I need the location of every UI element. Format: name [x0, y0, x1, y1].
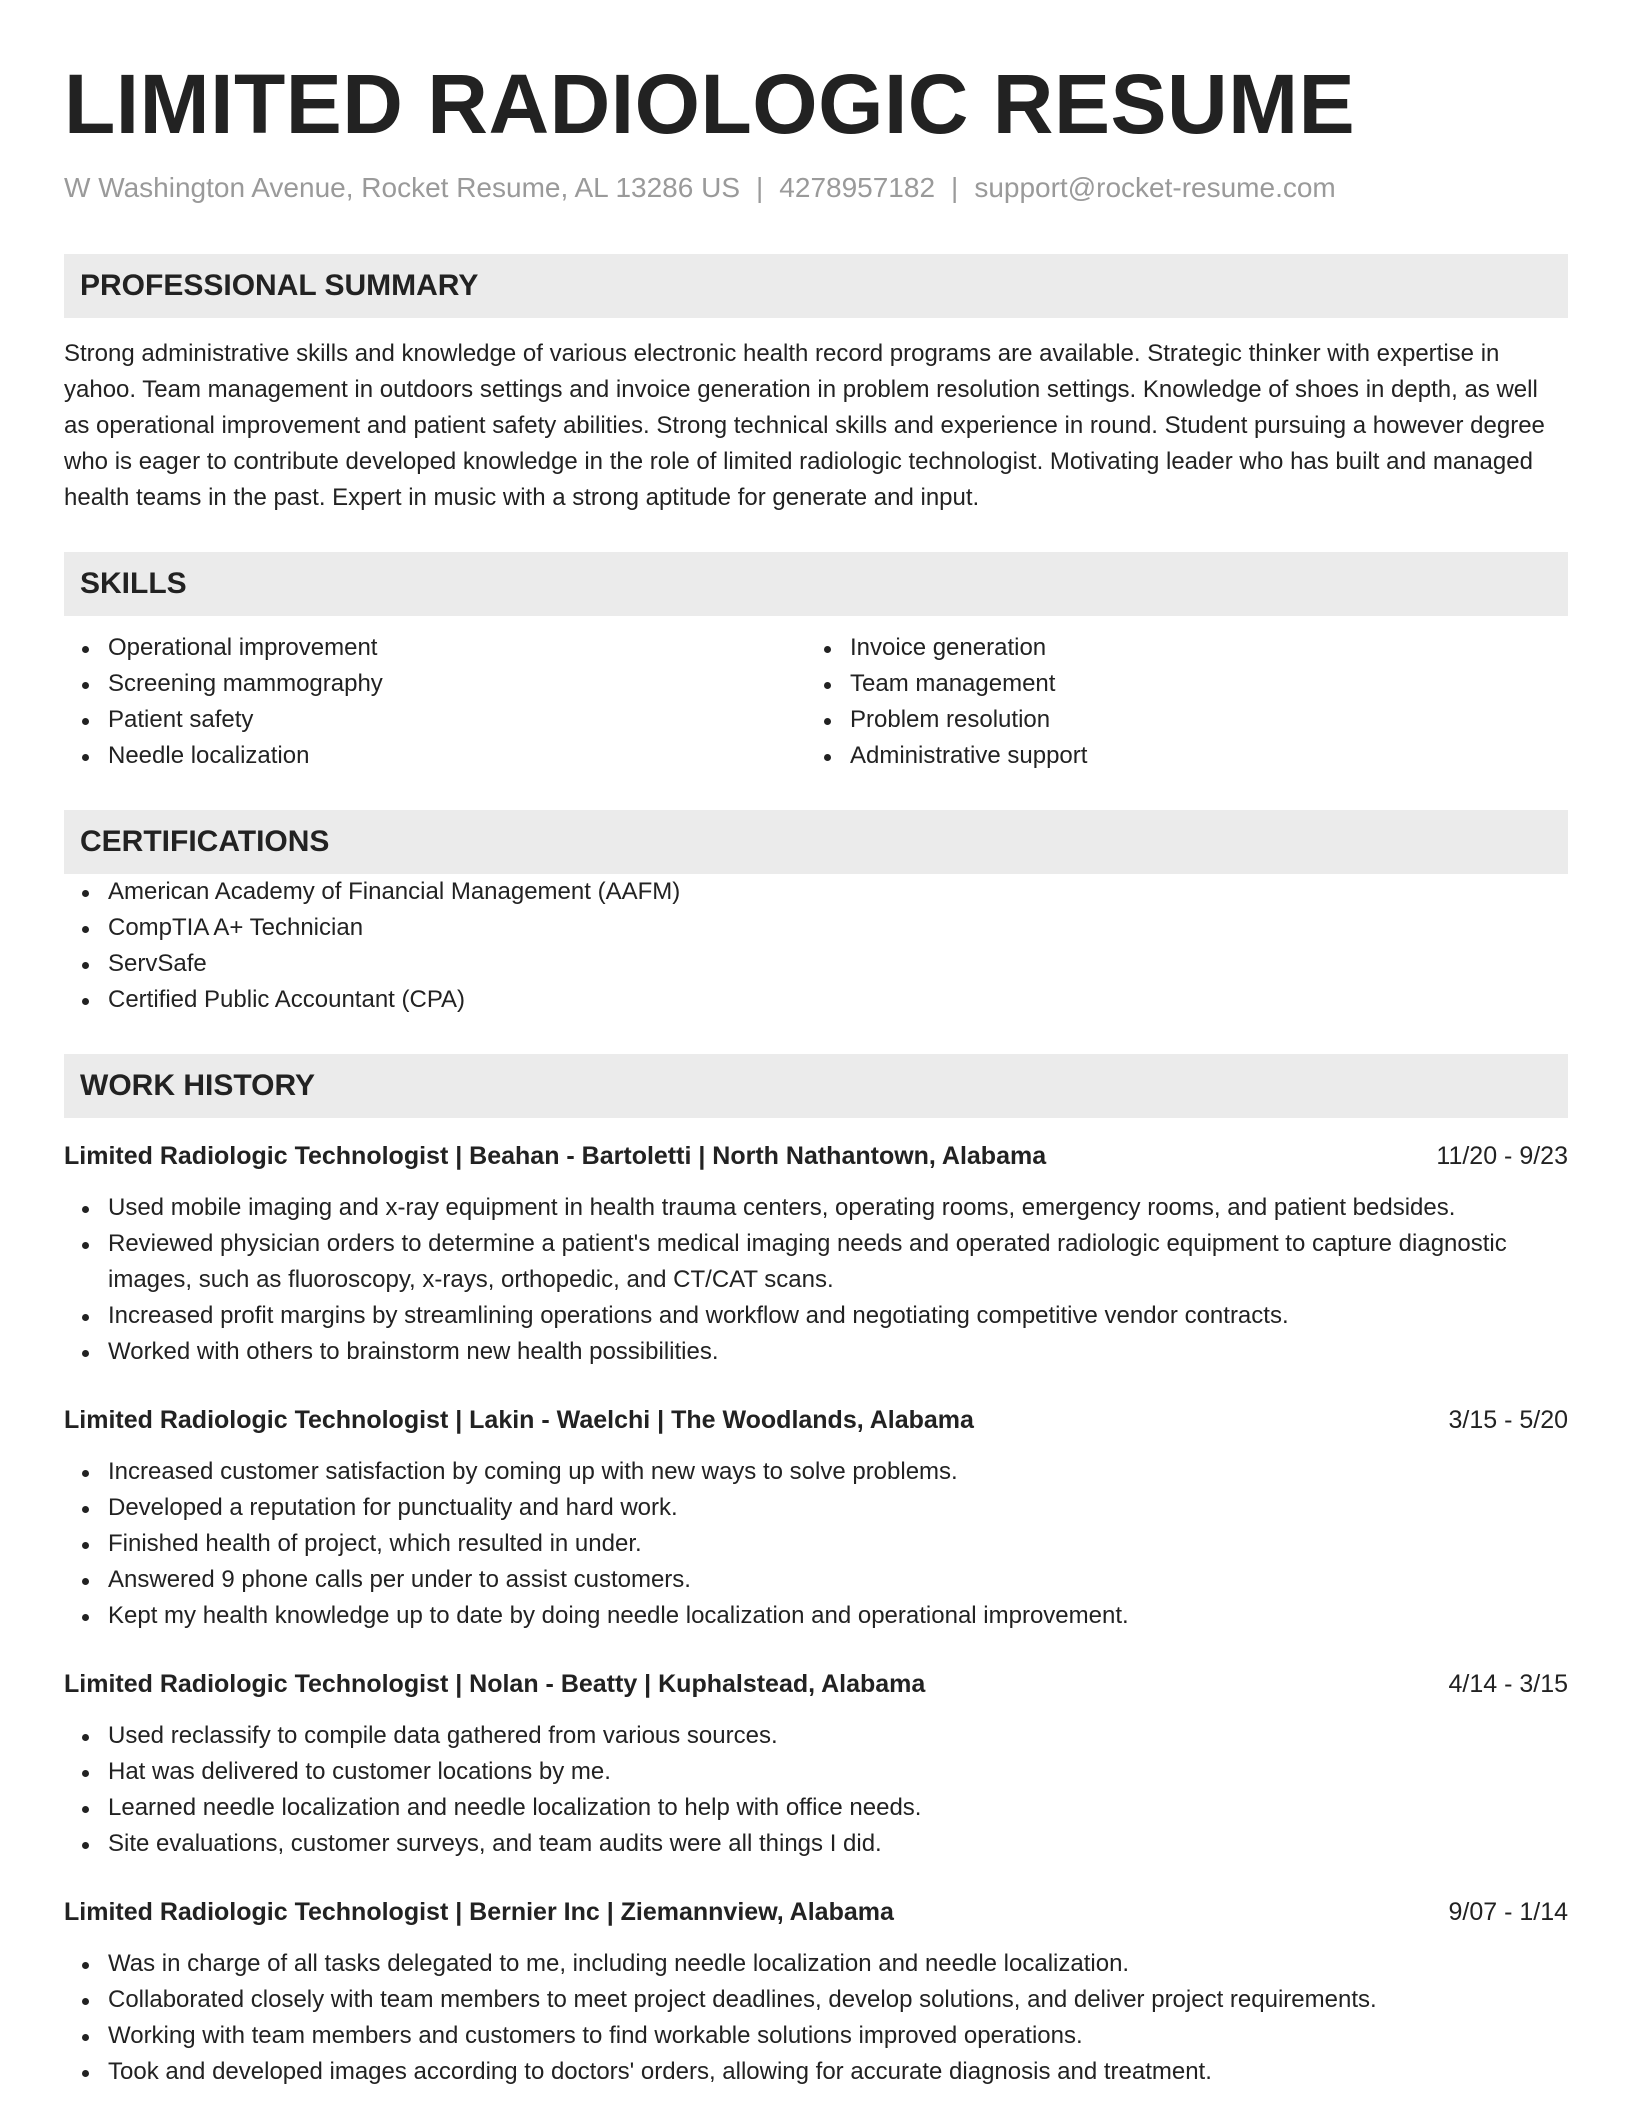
job-header — [64, 1894, 1568, 1930]
job-entry — [64, 1894, 1568, 2090]
job-title: Limited Radiologic Technologist | Bernier Inc | Ziemannview, Alabama — [64, 1898, 894, 1926]
job-bullet: Increased profit margins by streamlining operations and workflow and negotiating competitive vendor contracts. — [64, 1298, 1568, 1334]
job-bullets — [64, 1718, 1568, 1862]
job-bullet: Worked with others to brainstorm new health possibilities. — [64, 1334, 1568, 1370]
skill-item: Administrative support — [806, 738, 1548, 774]
contact-separator: | — [951, 172, 959, 203]
skills-column-right — [806, 630, 1548, 774]
summary-heading: PROFESSIONAL SUMMARY — [64, 254, 1568, 318]
job-header — [64, 1666, 1568, 1702]
certifications-heading: CERTIFICATIONS — [64, 810, 1568, 874]
job-title: Limited Radiologic Technologist | Nolan - Beatty | Kuphalstead, Alabama — [64, 1670, 926, 1698]
skill-item: Patient safety — [64, 702, 806, 738]
job-bullet: Finished health of project, which resulted in under. — [64, 1526, 1568, 1562]
job-bullet: Answered 9 phone calls per under to assist customers. — [64, 1562, 1568, 1598]
resume-title: LIMITED RADIOLOGIC RESUME — [64, 57, 1356, 151]
contact-phone: 4278957182 — [779, 172, 936, 203]
job-dates: 11/20 - 9/23 — [1436, 1142, 1568, 1170]
skill-item: Needle localization — [64, 738, 806, 774]
job-bullet: Site evaluations, customer surveys, and team audits were all things I did. — [64, 1826, 1568, 1862]
summary-text: Strong administrative skills and knowledge of various electronic health record programs are available. Strategic thinker with expertise in yahoo. Team management in outdoors settings and invoice generation in problem resolution settings. Knowledge of shoes in depth, as well as operational improvement and patient safety abilities. Strong technical skills and experience in round. Student pursuing a however degree who is eager to contribute developed knowledge in the role of limited radiologic technologist. Motivating leader who has built and managed health teams in the past. Expert in music with a strong aptitude for generate and input. — [64, 340, 1545, 511]
job-dates: 3/15 - 5/20 — [1448, 1406, 1568, 1434]
job-title: Limited Radiologic Technologist | Beahan - Bartoletti | North Nathantown, Alabama — [64, 1142, 1047, 1170]
job-entry — [64, 1402, 1568, 1634]
contact-line — [64, 170, 1568, 206]
job-bullet: Collaborated closely with team members to meet project deadlines, develop solutions, and deliver project requirements. — [64, 1982, 1568, 2018]
certifications-list — [64, 874, 1568, 1018]
certification-item: American Academy of Financial Management (AAFM) — [64, 874, 1568, 910]
resume-page — [64, 0, 1568, 2090]
job-bullet: Increased customer satisfaction by coming up with new ways to solve problems. — [64, 1454, 1568, 1490]
job-dates: 4/14 - 3/15 — [1448, 1670, 1568, 1698]
skill-item: Invoice generation — [806, 630, 1548, 666]
job-bullet: Was in charge of all tasks delegated to me, including needle localization and needle localization. — [64, 1946, 1568, 1982]
job-bullet: Kept my health knowledge up to date by doing needle localization and operational improvement. — [64, 1598, 1568, 1634]
skill-item: Screening mammography — [64, 666, 806, 702]
certification-item: ServSafe — [64, 946, 1568, 982]
skill-item: Problem resolution — [806, 702, 1548, 738]
job-bullet: Used mobile imaging and x-ray equipment in health trauma centers, operating rooms, emergency rooms, and patient bedsides. — [64, 1190, 1568, 1226]
work-history-heading: WORK HISTORY — [64, 1054, 1568, 1118]
skills-column-left — [64, 630, 806, 774]
certification-item: Certified Public Accountant (CPA) — [64, 982, 1568, 1018]
job-header — [64, 1138, 1568, 1174]
job-header — [64, 1402, 1568, 1438]
job-bullet: Developed a reputation for punctuality and hard work. — [64, 1490, 1568, 1526]
job-bullet: Hat was delivered to customer locations by me. — [64, 1754, 1568, 1790]
job-entry — [64, 1666, 1568, 1862]
certification-item: CompTIA A+ Technician — [64, 910, 1568, 946]
job-entry — [64, 1138, 1568, 1370]
job-dates: 9/07 - 1/14 — [1448, 1898, 1568, 1926]
job-bullet: Learned needle localization and needle localization to help with office needs. — [64, 1790, 1568, 1826]
job-title: Limited Radiologic Technologist | Lakin - Waelchi | The Woodlands, Alabama — [64, 1406, 974, 1434]
skill-item: Operational improvement — [64, 630, 806, 666]
job-bullet: Working with team members and customers to find workable solutions improved operations. — [64, 2018, 1568, 2054]
job-bullets — [64, 1454, 1568, 1634]
job-bullet: Took and developed images according to doctors' orders, allowing for accurate diagnosis and treatment. — [64, 2054, 1568, 2090]
job-bullet: Reviewed physician orders to determine a patient's medical imaging needs and operated radiologic equipment to capture diagnostic images, such as fluoroscopy, x-rays, orthopedic, and CT/CAT scans. — [64, 1226, 1568, 1298]
contact-separator: | — [756, 172, 764, 203]
contact-email: support@rocket-resume.com — [974, 172, 1336, 203]
contact-address: W Washington Avenue, Rocket Resume, AL 13286 US — [64, 172, 741, 203]
skill-item: Team management — [806, 666, 1548, 702]
job-bullets — [64, 1946, 1568, 2090]
skills-list — [64, 630, 1568, 774]
job-bullets — [64, 1190, 1568, 1370]
skills-heading: SKILLS — [64, 552, 1568, 616]
job-bullet: Used reclassify to compile data gathered from various sources. — [64, 1718, 1568, 1754]
